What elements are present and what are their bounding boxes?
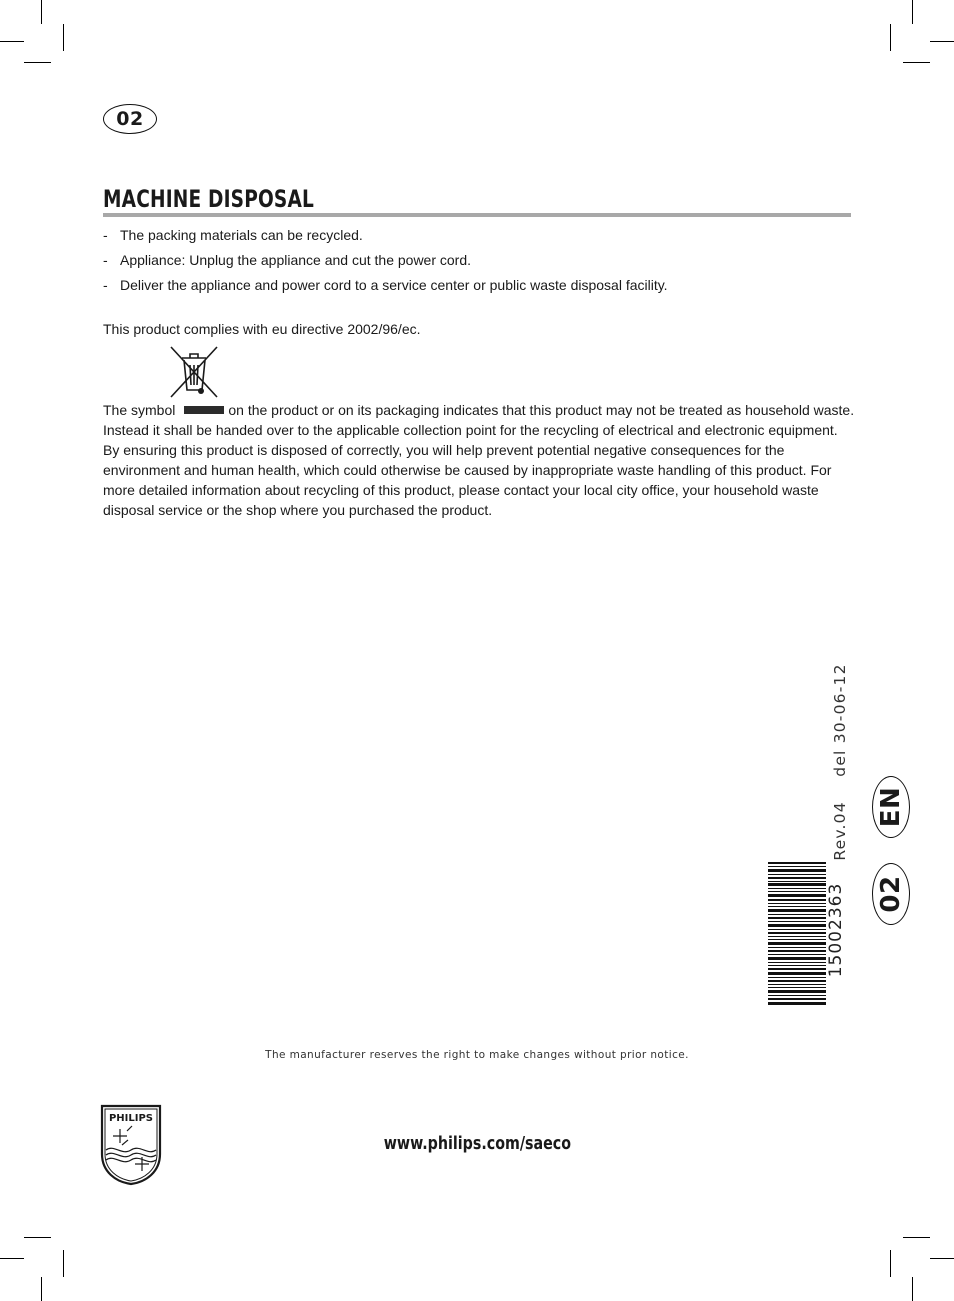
symbol-bar-icon [184,406,224,414]
language-badge: EN [872,776,910,838]
barcode-icon [768,862,826,1005]
disposal-list [103,227,668,302]
website-link[interactable]: www.philips.com/saeco [383,1133,571,1154]
list-item: - Appliance: Unplug the appliance and cut the power cord. [103,252,472,268]
title-underline [103,213,851,217]
side-page-number-badge: 02 [872,863,910,925]
compliance-statement: This product complies with eu directive 2002/96/ec. [103,321,421,337]
list-item: - The packing materials can be recycled. [103,227,363,243]
symbol-explanation: The symbol on the product or on its packaging indicates that this product may not be treated as household waste. Instead it shall be handed over to the applicable collection point for the recycling of electrical and electronic equipment. By ensuring this product is disposed of correctly, you will help prevent potential negative consequences for the environment and human health, which could otherwise be caused by inappropriate waste handling of this product. For more detailed information about recycling of this product, please contact your local city office, your household waste disposal service or the shop where you purchased the product. [103,402,855,518]
section-title: MACHINE DISPOSAL [103,185,315,213]
revision-text: Rev.04 del 30-06-12 [831,663,849,861]
list-item: - Deliver the appliance and power cord to a service center or public waste disposal facility. [103,277,668,293]
page-number-badge: 02 [103,104,157,134]
manufacturer-notice: The manufacturer reserves the right to make changes without prior notice. [265,1049,689,1061]
crossed-out-wheeled-bin-icon [168,344,220,400]
logo-wordmark: PHILIPS [108,1113,154,1124]
document-code: 15002363 [826,882,846,978]
